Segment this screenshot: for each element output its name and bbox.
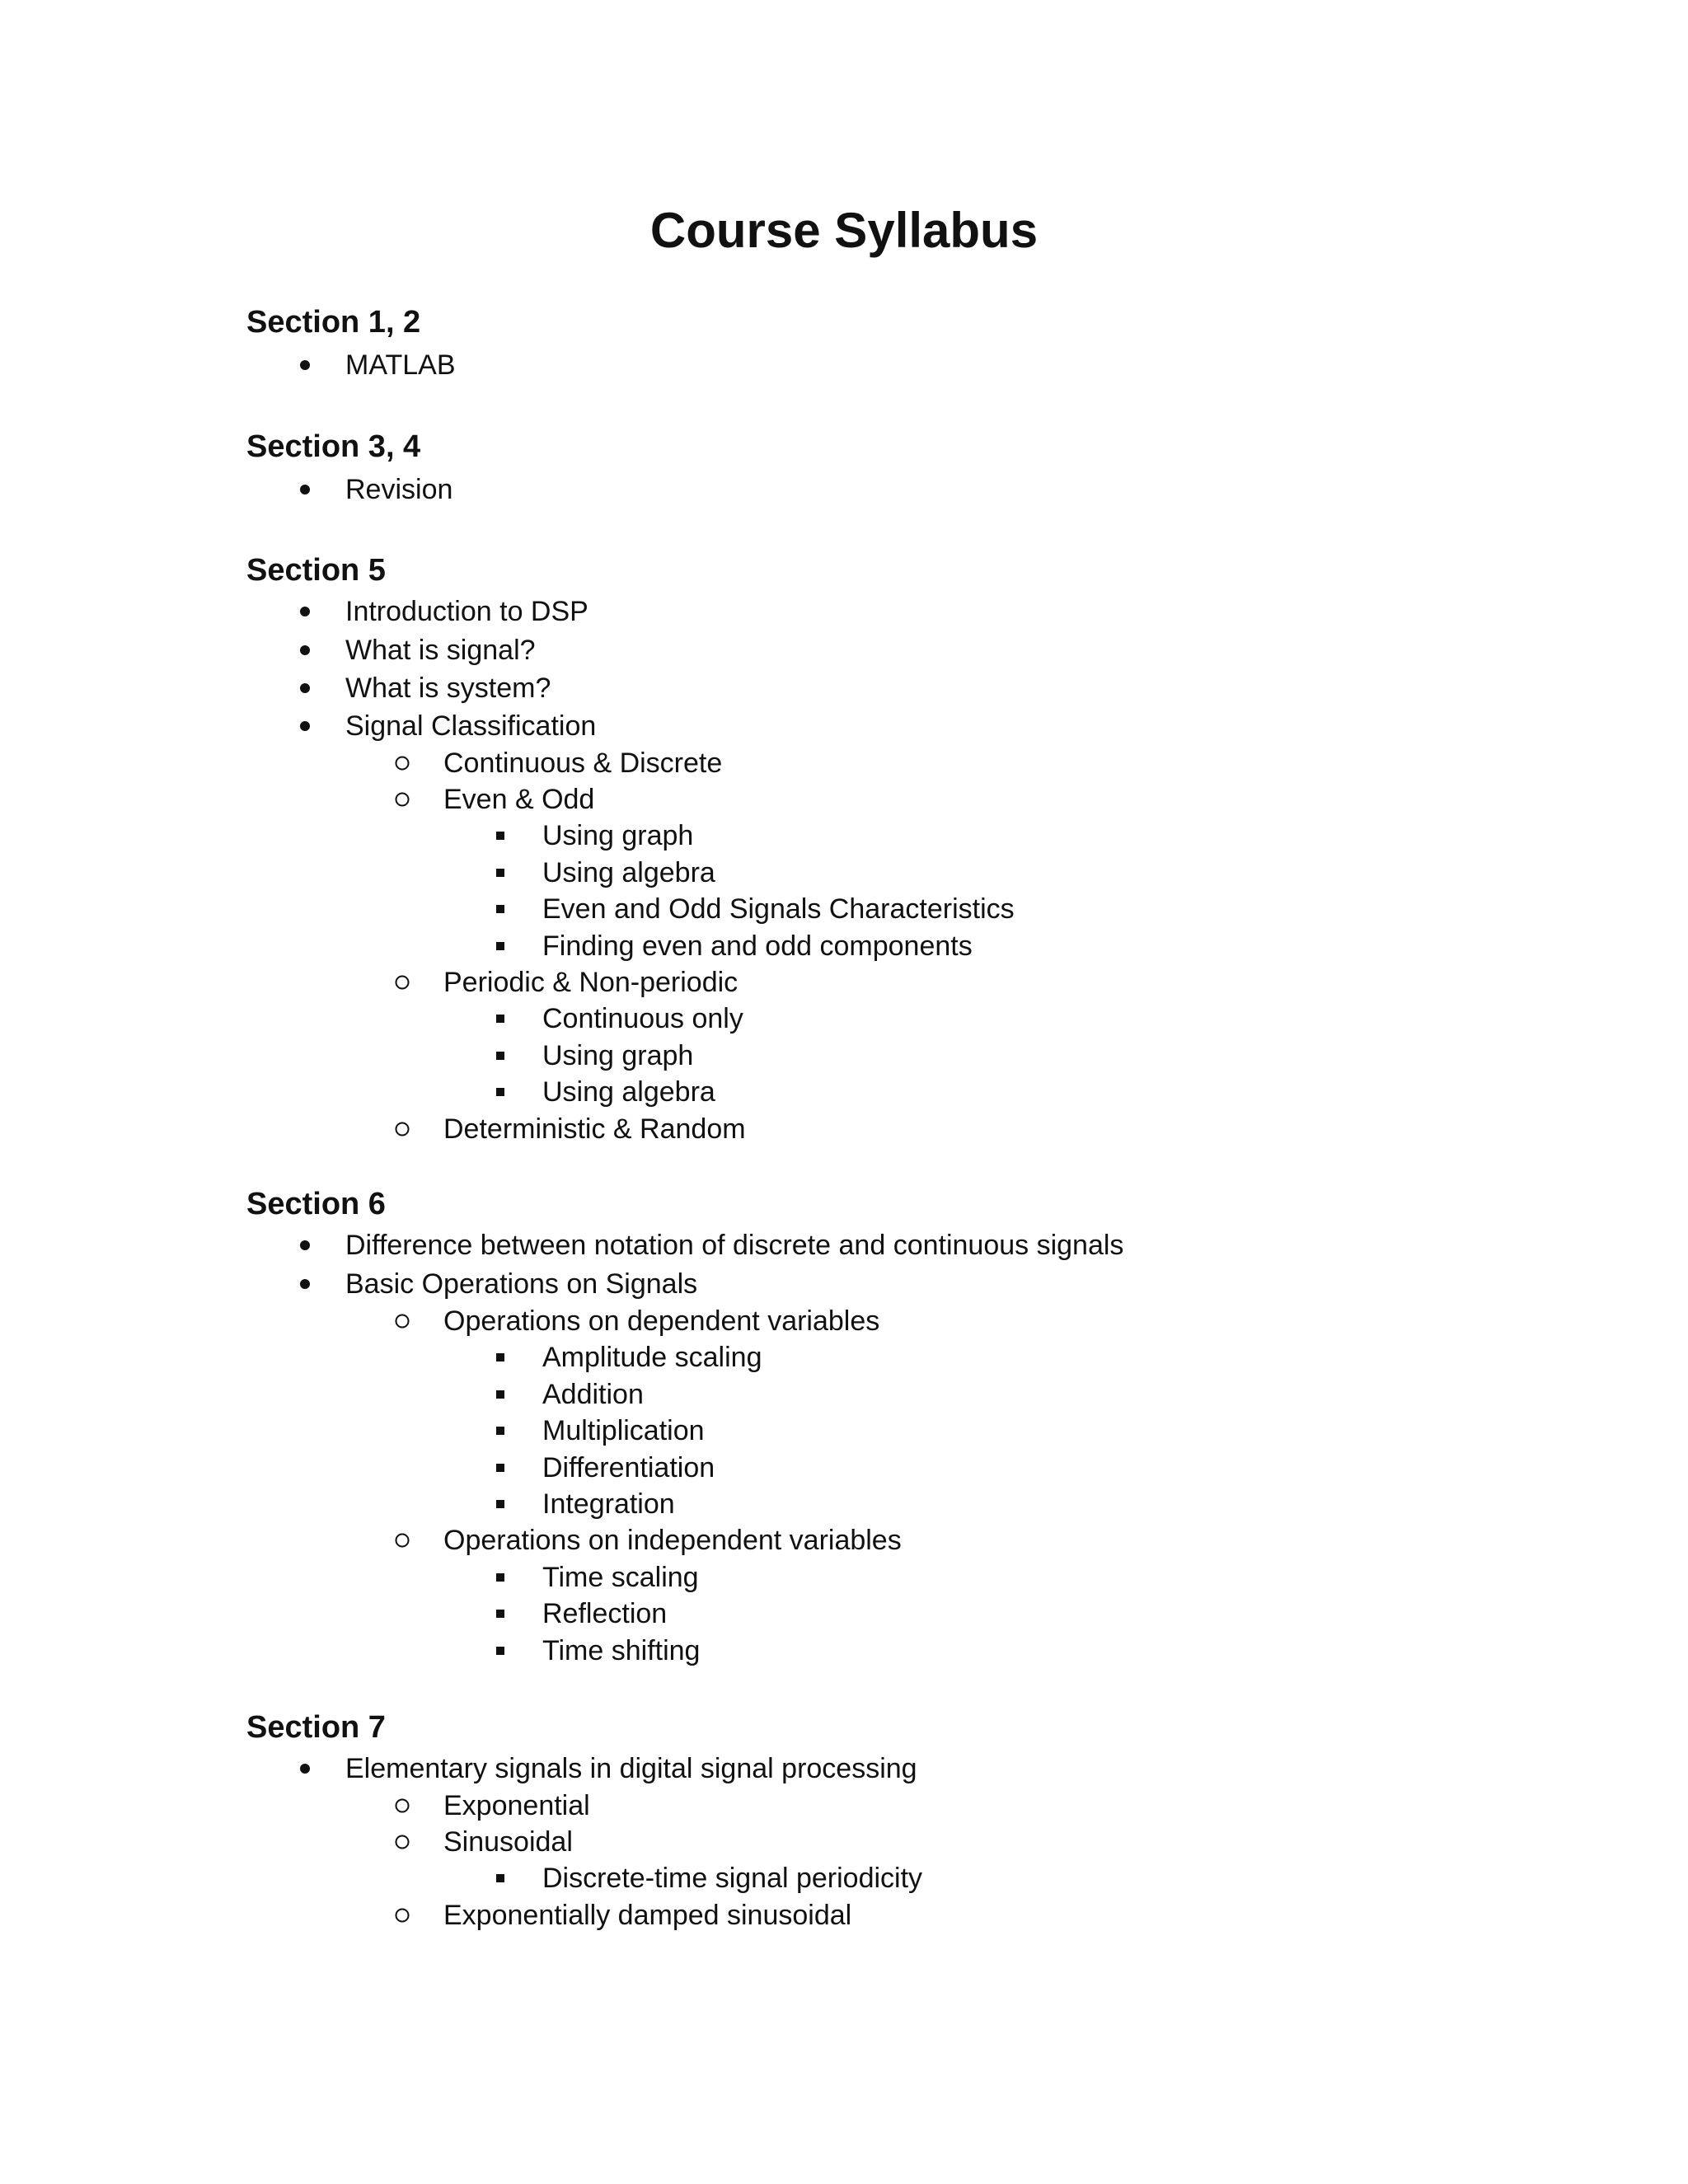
square-bullet-icon [488,1449,513,1487]
circle-bullet-icon [390,1110,415,1148]
circle-bullet-icon [390,1521,415,1559]
square-bullet-icon [488,890,513,928]
square-bullet-icon [488,1595,513,1633]
circle-bullet-icon [390,780,415,818]
square-bullet-icon [488,1859,513,1897]
page-title: Course Syllabus [649,203,1039,258]
square-bullet-icon [488,927,513,965]
square-bullet-icon [488,1485,513,1523]
section-heading: Section 1, 2 [246,305,421,340]
square-bullet-icon [488,817,513,855]
bullet-icon [293,593,317,630]
bullet-icon [293,471,317,509]
square-bullet-icon [488,1632,513,1670]
square-bullet-icon [488,1000,513,1038]
section-heading: Section 5 [246,553,386,588]
bullet-icon [293,1265,317,1303]
bullet-icon [293,707,317,745]
bullet-icon [293,669,317,707]
circle-bullet-icon [390,963,415,1001]
square-bullet-icon [488,1073,513,1111]
circle-bullet-icon [390,744,415,782]
syllabus-page: Course Syllabus Section 1, 2 MATLAB Section 3, 4 Revision Section 5 Introduction to DSP What is signal? What is system? Signal Classification Continuous & Discrete Even & Odd Using graph Using algebra Even and Odd Signals Characteristics Finding even and odd components Periodic & Non-periodic Continuous only Using graph Using algebra Deterministic & Random Section 6 Difference between notation of discrete and continuous signals Basic Operations on Signals Operations on dependent variables Amplitude scaling Addition Multiplication Differentiation Integration Operations on independent variables Time scaling Reflection Time shifting Section 7 Elementary signals in digital signal processing Exponential Sinusoidal Discrete-time signal periodicity Exponentially damped sinusoidal [0,0,1688,2184]
circle-bullet-icon [390,1787,415,1825]
circle-bullet-icon [390,1896,415,1934]
bullet-icon [293,1750,317,1788]
section-heading: Section 6 [246,1187,386,1221]
square-bullet-icon [488,854,513,892]
square-bullet-icon [488,1338,513,1376]
circle-bullet-icon [390,1823,415,1861]
circle-bullet-icon [390,1302,415,1340]
bullet-icon [293,631,317,669]
bullet-icon [293,346,317,384]
square-bullet-icon [488,1037,513,1075]
section-heading: Section 3, 4 [246,429,421,464]
square-bullet-icon [488,1412,513,1450]
bullet-icon [293,1226,317,1264]
section-heading: Section 7 [246,1710,386,1745]
square-bullet-icon [488,1558,513,1596]
square-bullet-icon [488,1376,513,1413]
